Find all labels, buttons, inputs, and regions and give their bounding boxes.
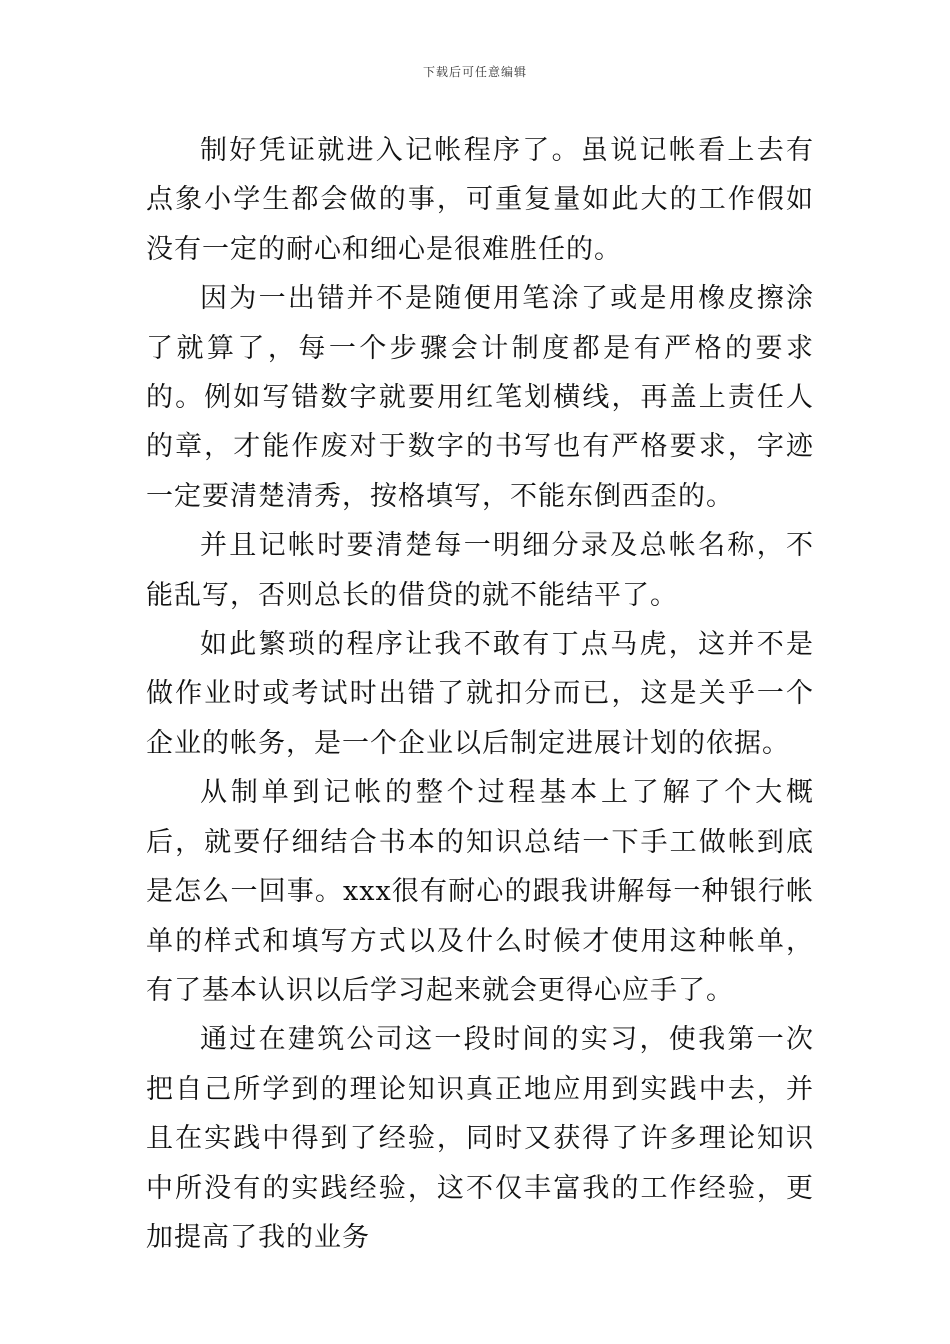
paragraph-4: 如此繁琐的程序让我不敢有丁点马虎，这并不是做作业时或考试时出错了就扣分而已，这是关乎一个企业的帐务，是一个企业以后制定进展计划的依据。 — [146, 629, 814, 759]
paragraph-2: 因为一出错并不是随便用笔涂了或是用橡皮擦涂了就算了，每一个步骤会计制度都是有严格的要求的。例如写错数字就要用红笔划横线，再盖上责任人的章，才能作废对于数字的书写也有严格要求，字迹一定要清楚清秀，按格填写，不能东倒西歪的。 — [146, 283, 814, 512]
header-note: 下载后可任意编辑 — [422, 65, 527, 79]
paragraph-5: 从制单到记帐的整个过程基本上了解了个大概后，就要仔细结合书本的知识总结一下手工做帐到底是怎么一回事。xxx很有耐心的跟我讲解每一种银行帐单的样式和填写方式以及什么时候才使用这种帐单，有了基本认识以后学习起来就会更得心应手了。 — [146, 777, 814, 1006]
paragraph-6: 通过在建筑公司这一段时间的实习，使我第一次把自己所学到的理论知识真正地应用到实践中去，并且在实践中得到了经验，同时又获得了许多理论知识中所没有的实践经验，这不仅丰富我的工作经验，更加提高了我的业务 — [146, 1024, 814, 1253]
paragraph-1: 制好凭证就进入记帐程序了。虽说记帐看上去有点象小学生都会做的事，可重复量如此大的工作假如没有一定的耐心和细心是很难胜任的。 — [146, 135, 814, 265]
document-body — [146, 126, 814, 1262]
paragraph-3: 并且记帐时要清楚每一明细分录及总帐名称，不能乱写，否则总长的借贷的就不能结平了。 — [146, 530, 814, 611]
